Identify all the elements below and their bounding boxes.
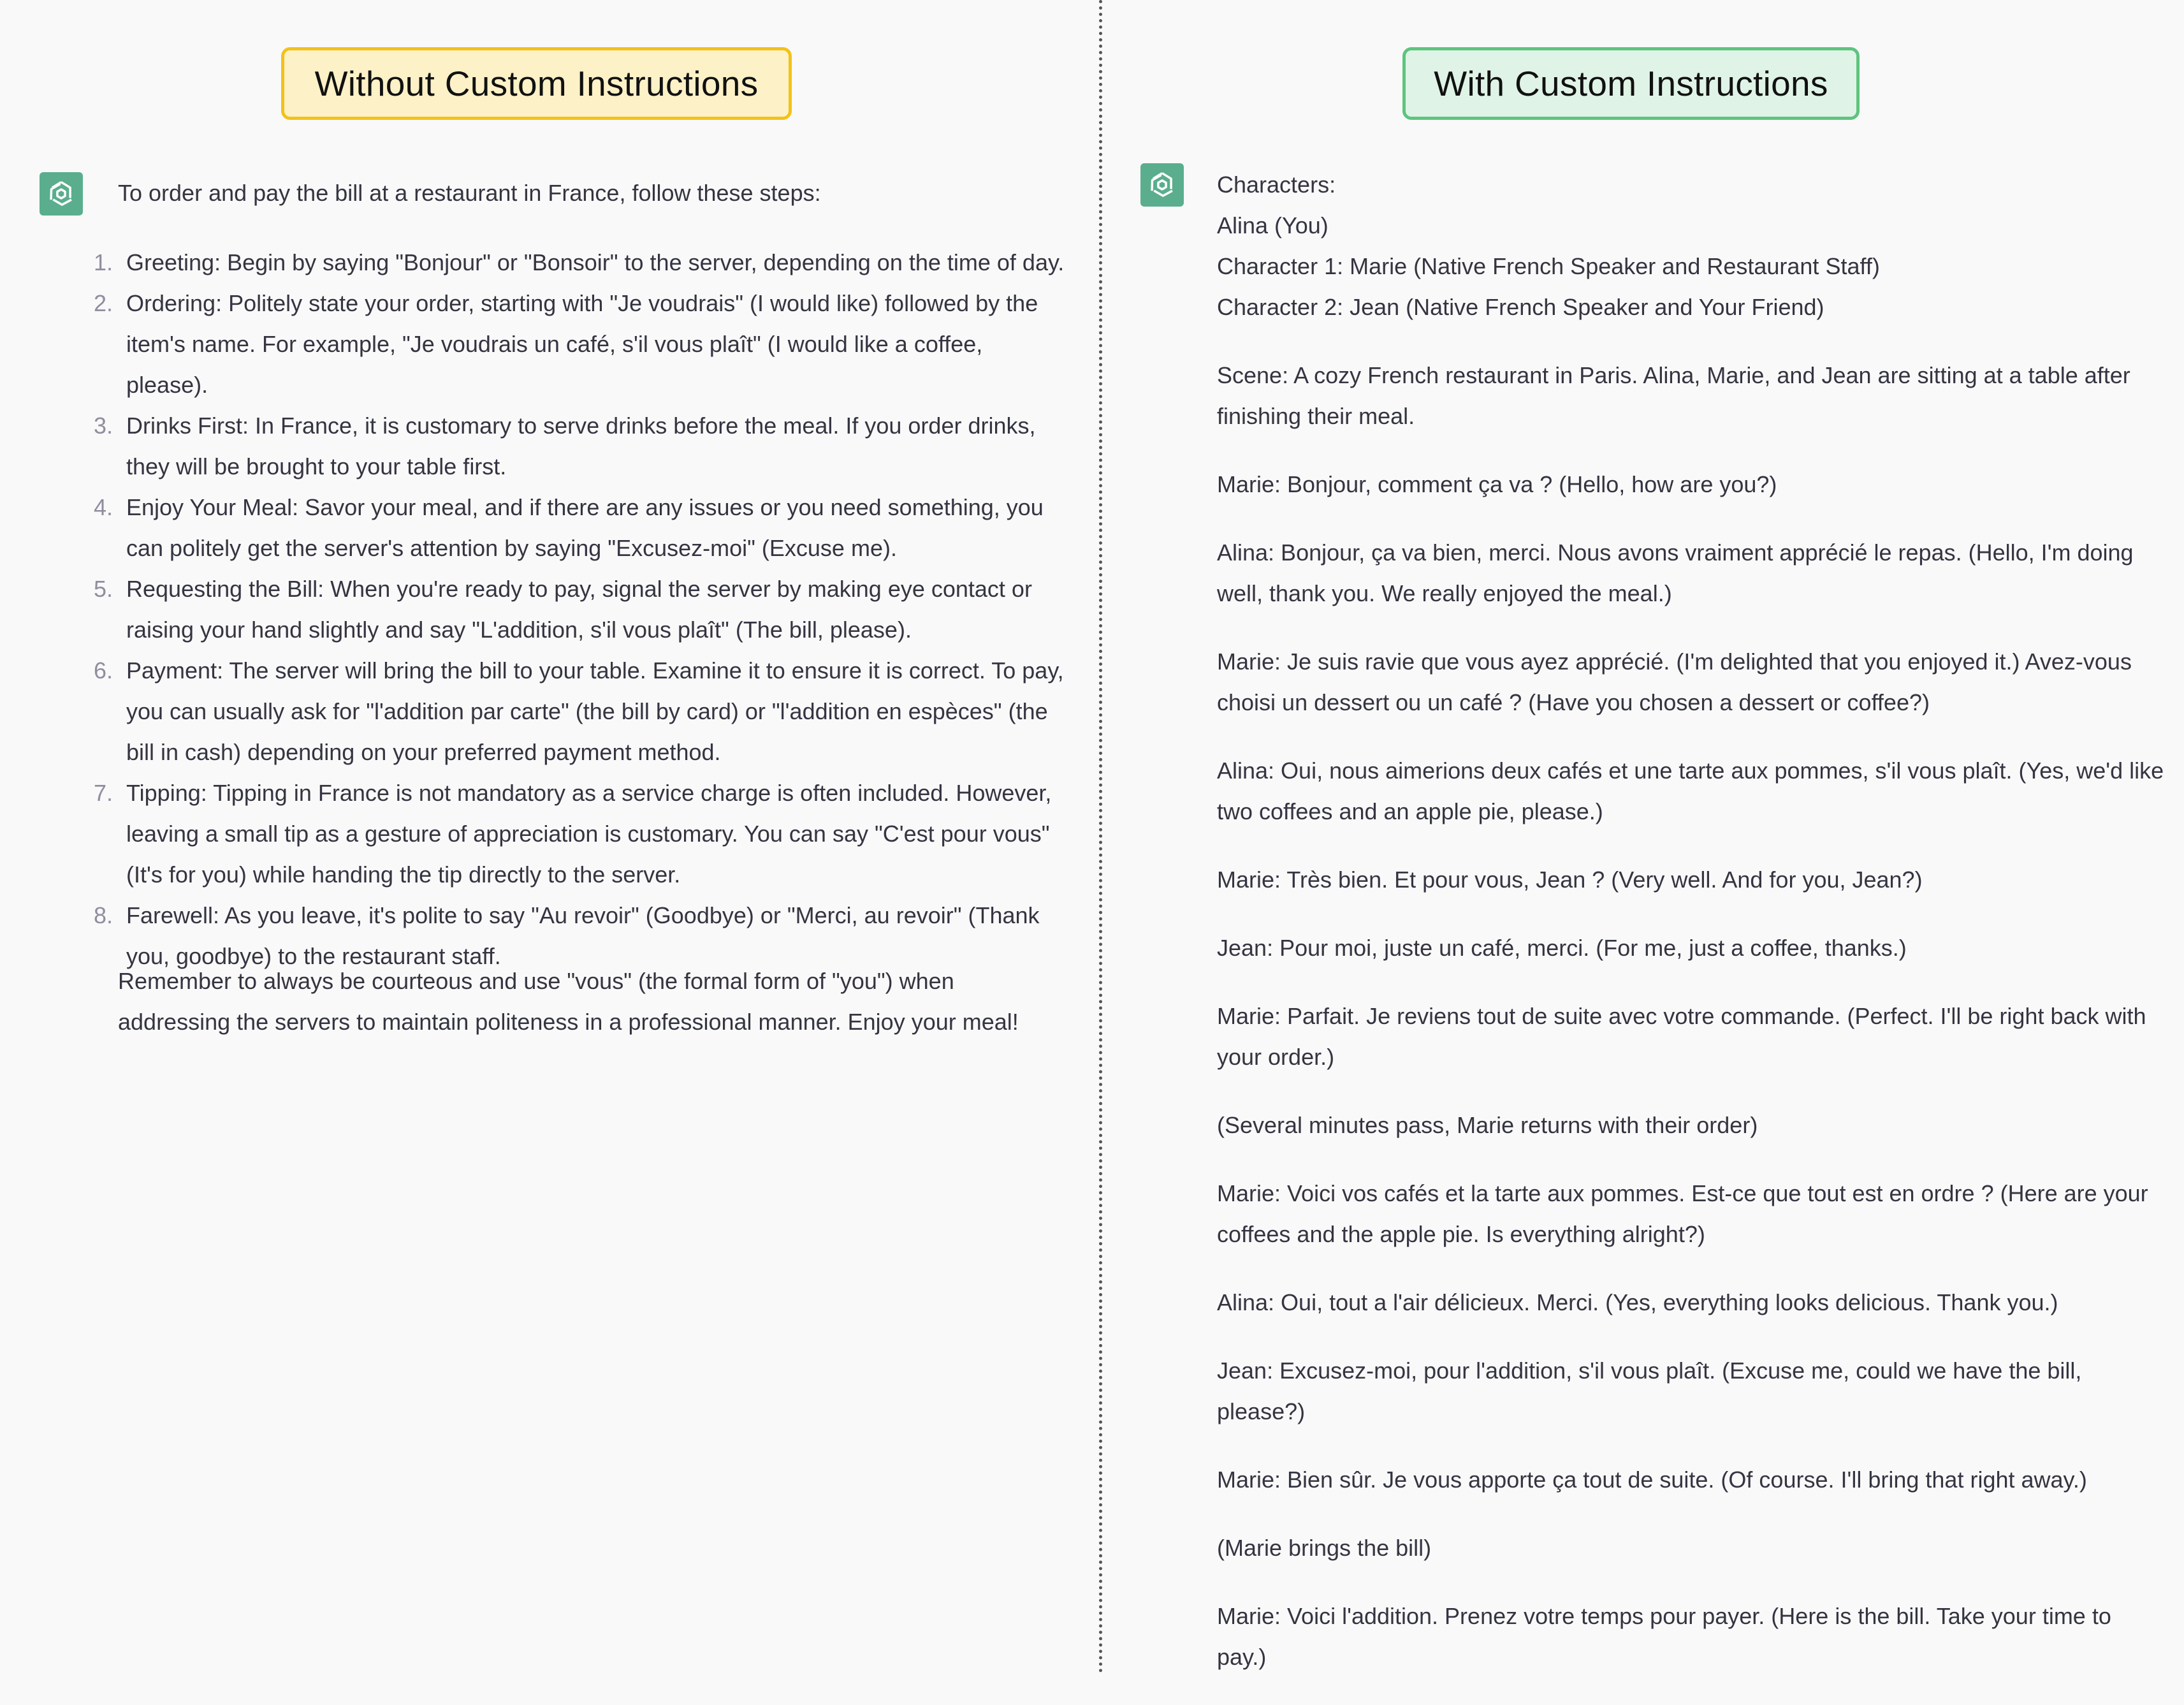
step-number: 3. xyxy=(94,413,113,439)
without-custom-instructions-badge: Without Custom Instructions xyxy=(281,47,792,120)
list-item xyxy=(86,242,1068,283)
character-line: Character 2: Jean (Native French Speaker and Your Friend) xyxy=(1217,294,1824,320)
characters-heading: Characters: xyxy=(1217,172,1336,198)
list-item xyxy=(86,773,1068,895)
step-number: 6. xyxy=(94,657,113,684)
dialogue-line: Jean: Pour moi, juste un café, merci. (For me, just a coffee, thanks.) xyxy=(1217,935,1907,961)
step-text: Enjoy Your Meal: Savor your meal, and if there are any issues or you need something, you can politely get the server's attention by saying "Excusez-moi" (Excuse me). xyxy=(126,494,1044,561)
list-item xyxy=(86,283,1068,406)
step-text: Tipping: Tipping in France is not mandatory as a service charge is often included. However, leaving a small tip as a gesture of appreciation is customary. You can say "C'est pour vous" (It's for you) while handing the tip directly to the server. xyxy=(126,780,1052,888)
dialogue-line: (Marie brings the bill) xyxy=(1217,1535,1432,1561)
dialogue-content xyxy=(1217,165,2167,1705)
dialogue-line: Marie: Voici vos cafés et la tarte aux pommes. Est-ce que tout est en ordre ? (Here are your coffees and the apple pie. Is everything alright?) xyxy=(1217,1180,2148,1247)
center-divider xyxy=(1099,0,1102,1674)
dialogue-line: Marie: Bien sûr. Je vous apporte ça tout de suite. (Of course. I'll bring that right away.) xyxy=(1217,1467,2087,1493)
step-number: 4. xyxy=(94,494,113,520)
step-number: 7. xyxy=(94,780,113,806)
dialogue-line: Marie: Parfait. Je reviens tout de suite avec votre commande. (Perfect. I'll be right back with your order.) xyxy=(1217,1003,2146,1070)
step-number: 2. xyxy=(94,290,113,316)
step-text: Payment: The server will bring the bill to your table. Examine it to ensure it is correct. To pay, you can usually ask for "l'addition par carte" (the bill by card) or "l'addition en espèces" (the bill in cash) depending on your preferred payment method. xyxy=(126,657,1064,765)
with-custom-instructions-badge: With Custom Instructions xyxy=(1402,47,1860,120)
chatgpt-logo-icon xyxy=(40,172,83,216)
dialogue-line: Scene: A cozy French restaurant in Paris. Alina, Marie, and Jean are sitting at a table after finishing their meal. xyxy=(1217,362,2130,429)
dialogue-line: Marie: Voici l'addition. Prenez votre temps pour payer. (Here is the bill. Take your time to pay.) xyxy=(1217,1603,2111,1670)
chatgpt-logo-icon xyxy=(1140,163,1184,207)
dialogue-line: Alina: Bonjour, ça va bien, merci. Nous avons vraiment apprécié le repas. (Hello, I'm doing well, thank you. We really enjoyed the meal.) xyxy=(1217,539,2134,606)
step-text: Greeting: Begin by saying "Bonjour" or "Bonsoir" to the server, depending on the time of day. xyxy=(126,249,1065,275)
dialogue-line: (Several minutes pass, Marie returns with their order) xyxy=(1217,1112,1758,1138)
steps-list xyxy=(86,242,1068,977)
step-text: Ordering: Politely state your order, starting with "Je voudrais" (I would like) followed by the item's name. For example, "Je voudrais un café, s'il vous plaît" (I would like a coffee, please). xyxy=(126,290,1038,398)
dialogue-line: Alina: Oui, nous aimerions deux cafés et une tarte aux pommes, s'il vous plaît. (Yes, we'd like two coffees and an apple pie, please.) xyxy=(1217,757,2164,824)
list-item xyxy=(86,650,1068,773)
dialogue-line: Marie: Très bien. Et pour vous, Jean ? (Very well. And for you, Jean?) xyxy=(1217,867,1923,893)
left-intro-text: To order and pay the bill at a restaurant in France, follow these steps: xyxy=(118,180,821,206)
step-text: Farewell: As you leave, it's polite to say "Au revoir" (Goodbye) or "Merci, au revoir" (Thank you, goodbye) to the restaurant staff. xyxy=(126,902,1040,969)
step-number: 1. xyxy=(94,249,113,275)
character-line: Alina (You) xyxy=(1217,212,1329,238)
step-number: 8. xyxy=(94,902,113,928)
dialogue-line: Marie: Je suis ravie que vous ayez apprécié. (I'm delighted that you enjoyed it.) Avez-vous choisi un dessert ou un café ? (Have you chosen a dessert or coffee?) xyxy=(1217,648,2132,715)
step-text: Requesting the Bill: When you're ready to pay, signal the server by making eye contact or raising your hand slightly and say "L'addition, s'il vous plaît" (The bill, please). xyxy=(126,576,1032,643)
dialogue-line: Marie: Bonjour, comment ça va ? (Hello, how are you?) xyxy=(1217,471,1777,497)
dialogue-line: Alina: Oui, tout a l'air délicieux. Merci. (Yes, everything looks delicious. Thank you.) xyxy=(1217,1289,2058,1315)
list-item xyxy=(86,569,1068,650)
character-line: Character 1: Marie (Native French Speaker and Restaurant Staff) xyxy=(1217,253,1880,279)
dialogue-line: Jean: Excusez-moi, pour l'addition, s'il vous plaît. (Excuse me, could we have the bill, please?) xyxy=(1217,1357,2082,1424)
list-item xyxy=(86,406,1068,487)
left-outro-text: Remember to always be courteous and use "vous" (the formal form of "you") when addressing the servers to maintain politeness in a professional manner. Enjoy your meal! xyxy=(118,968,1019,1035)
step-number: 5. xyxy=(94,576,113,602)
step-text: Drinks First: In France, it is customary to serve drinks before the meal. If you order drinks, they will be brought to your table first. xyxy=(126,413,1036,479)
list-item xyxy=(86,487,1068,569)
